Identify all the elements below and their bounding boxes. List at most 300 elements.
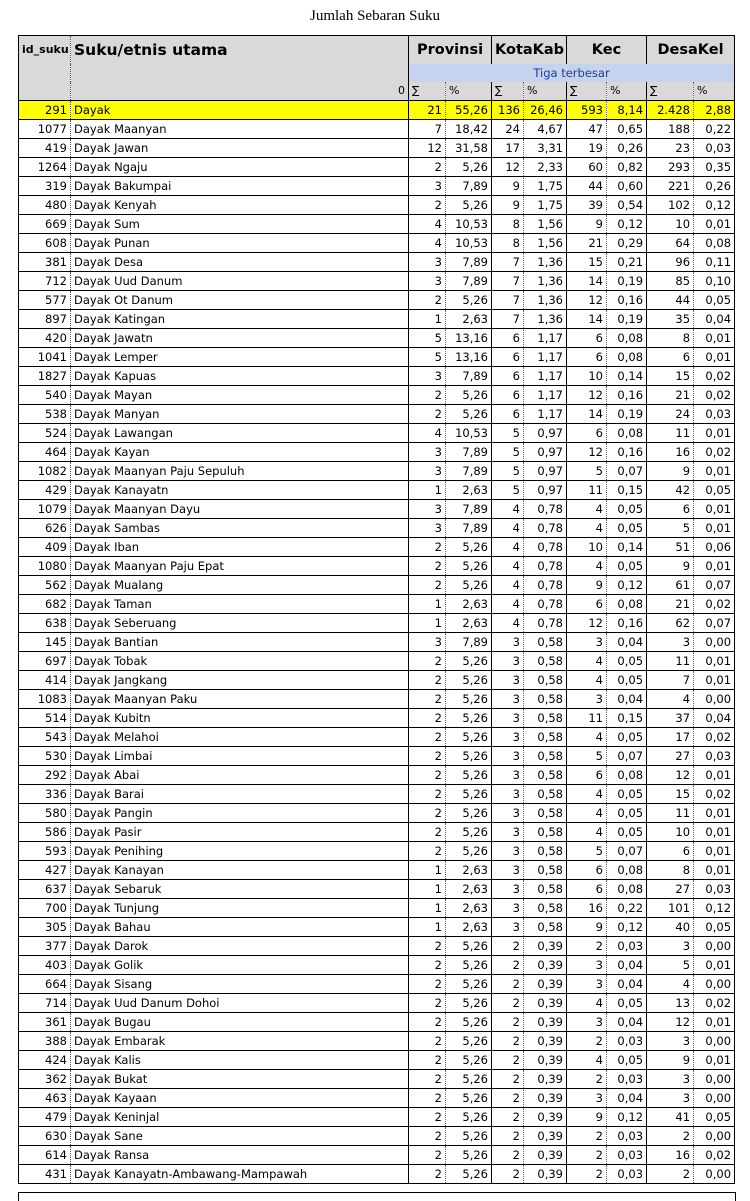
- cell-provinsi-pct: 18,42: [446, 120, 492, 139]
- cell-kec-count: 4: [567, 823, 607, 842]
- cell-provinsi-count: 2: [409, 747, 446, 766]
- cell-kec-count: 14: [567, 272, 607, 291]
- cell-kec-pct: 0,15: [607, 481, 647, 500]
- cell-desakel-count: 35: [647, 310, 694, 329]
- cell-kec-count: 4: [567, 1051, 607, 1070]
- cell-kec-pct: 0,14: [607, 367, 647, 386]
- cell-kec-pct: 0,05: [607, 823, 647, 842]
- cell-provinsi-pct: 5,26: [446, 1032, 492, 1051]
- cell-provinsi-count: 3: [409, 519, 446, 538]
- cell-kec-pct: 0,03: [607, 1032, 647, 1051]
- cell-id-suku: 540: [19, 386, 71, 405]
- cell-desakel-count: 15: [647, 367, 694, 386]
- cell-suku-name: Dayak Bugau: [71, 1013, 409, 1032]
- cell-kotakab-count: 2: [492, 1108, 524, 1127]
- cell-suku-name: Dayak: [71, 101, 409, 120]
- cell-kec-count: 10: [567, 538, 607, 557]
- cell-desakel-pct: 0,05: [694, 918, 735, 937]
- cell-provinsi-count: 1: [409, 899, 446, 918]
- cell-kotakab-pct: 1,17: [524, 405, 567, 424]
- cell-kec-count: 6: [567, 880, 607, 899]
- cell-kotakab-pct: 0,78: [524, 500, 567, 519]
- cell-kec-pct: 0,05: [607, 1051, 647, 1070]
- cell-kotakab-pct: 0,58: [524, 804, 567, 823]
- cell-id-suku: 630: [19, 1127, 71, 1146]
- cell-desakel-count: 9: [647, 557, 694, 576]
- table-row: [19, 956, 735, 975]
- cell-id-suku: 614: [19, 1146, 71, 1165]
- table-row: [19, 1089, 735, 1108]
- cell-desakel-count: 8: [647, 329, 694, 348]
- cell-kotakab-pct: 1,75: [524, 196, 567, 215]
- cell-provinsi-pct: 5,26: [446, 690, 492, 709]
- cell-suku-name: Dayak Sum: [71, 215, 409, 234]
- cell-provinsi-pct: 5,26: [446, 1013, 492, 1032]
- cell-suku-name: Dayak Bakumpai: [71, 177, 409, 196]
- cell-kec-pct: 0,82: [607, 158, 647, 177]
- cell-provinsi-pct: 5,26: [446, 576, 492, 595]
- cell-kec-count: 4: [567, 557, 607, 576]
- cell-id-suku: 664: [19, 975, 71, 994]
- cell-id-suku: 292: [19, 766, 71, 785]
- cell-provinsi-count: 3: [409, 367, 446, 386]
- cell-provinsi-count: 2: [409, 1051, 446, 1070]
- table-row: [19, 1032, 735, 1051]
- cell-provinsi-count: 2: [409, 937, 446, 956]
- table-row: [19, 462, 735, 481]
- cell-desakel-pct: 0,01: [694, 671, 735, 690]
- cell-kotakab-pct: 0,58: [524, 728, 567, 747]
- cell-kotakab-pct: 0,58: [524, 747, 567, 766]
- cell-provinsi-pct: 5,26: [446, 709, 492, 728]
- cell-kotakab-count: 2: [492, 1165, 524, 1184]
- table-row: [19, 975, 735, 994]
- cell-desakel-count: 13: [647, 994, 694, 1013]
- cell-provinsi-pct: 5,26: [446, 1070, 492, 1089]
- cell-desakel-count: 12: [647, 1013, 694, 1032]
- cell-kec-count: 9: [567, 576, 607, 595]
- cell-desakel-count: 4: [647, 690, 694, 709]
- cell-kotakab-count: 5: [492, 481, 524, 500]
- cell-id-suku: 682: [19, 595, 71, 614]
- cell-kotakab-pct: 0,58: [524, 880, 567, 899]
- cell-provinsi-pct: 2,63: [446, 899, 492, 918]
- table-row: [19, 177, 735, 196]
- cell-desakel-pct: 0,35: [694, 158, 735, 177]
- cell-kotakab-pct: 0,39: [524, 956, 567, 975]
- cell-desakel-count: 6: [647, 348, 694, 367]
- cell-id-suku: 319: [19, 177, 71, 196]
- cell-provinsi-pct: 7,89: [446, 367, 492, 386]
- cell-desakel-count: 7: [647, 671, 694, 690]
- cell-suku-name: Dayak Maanyan: [71, 120, 409, 139]
- table-body: [19, 101, 735, 1184]
- cell-desakel-pct: 0,01: [694, 329, 735, 348]
- cell-desakel-pct: 0,01: [694, 424, 735, 443]
- cell-kotakab-pct: 0,58: [524, 899, 567, 918]
- cell-kec-pct: 0,05: [607, 728, 647, 747]
- cell-id-suku: 419: [19, 139, 71, 158]
- table-row: [19, 747, 735, 766]
- cell-kotakab-count: 6: [492, 405, 524, 424]
- table-row: [19, 101, 735, 120]
- cell-desakel-count: 11: [647, 424, 694, 443]
- table-row: [19, 652, 735, 671]
- table-row: [19, 120, 735, 139]
- table-row: [19, 557, 735, 576]
- cell-desakel-count: 27: [647, 747, 694, 766]
- cell-kotakab-pct: 0,39: [524, 937, 567, 956]
- cell-id-suku: 431: [19, 1165, 71, 1184]
- cell-desakel-count: 16: [647, 1146, 694, 1165]
- cell-kec-count: 3: [567, 1013, 607, 1032]
- cell-kotakab-count: 2: [492, 937, 524, 956]
- cell-kotakab-count: 3: [492, 918, 524, 937]
- cell-desakel-count: 10: [647, 215, 694, 234]
- cell-kotakab-count: 2: [492, 994, 524, 1013]
- cell-suku-name: Dayak Seberuang: [71, 614, 409, 633]
- cell-desakel-pct: 0,12: [694, 196, 735, 215]
- cell-kec-count: 14: [567, 310, 607, 329]
- cell-kec-count: 2: [567, 937, 607, 956]
- cell-kec-pct: 0,08: [607, 595, 647, 614]
- cell-kec-pct: 0,07: [607, 462, 647, 481]
- table-row: [19, 671, 735, 690]
- cell-provinsi-count: 2: [409, 709, 446, 728]
- cell-kotakab-pct: 1,17: [524, 367, 567, 386]
- cell-id-suku: 1827: [19, 367, 71, 386]
- table-row: [19, 158, 735, 177]
- cell-kotakab-count: 8: [492, 215, 524, 234]
- cell-provinsi-count: 2: [409, 1146, 446, 1165]
- cell-kec-count: 11: [567, 709, 607, 728]
- cell-kec-pct: 0,19: [607, 405, 647, 424]
- cell-id-suku: 479: [19, 1108, 71, 1127]
- cell-suku-name: Dayak Embarak: [71, 1032, 409, 1051]
- cell-desakel-pct: 0,06: [694, 538, 735, 557]
- cell-suku-name: Dayak Sambas: [71, 519, 409, 538]
- cell-kec-pct: 0,05: [607, 652, 647, 671]
- cell-id-suku: 626: [19, 519, 71, 538]
- symbol-pct: %: [607, 82, 647, 101]
- page-title: Jumlah Sebaran Suku: [310, 8, 440, 24]
- cell-kec-pct: 0,16: [607, 386, 647, 405]
- cell-kotakab-count: 3: [492, 652, 524, 671]
- cell-kec-pct: 0,08: [607, 348, 647, 367]
- cell-desakel-count: 4: [647, 975, 694, 994]
- cell-provinsi-count: 2: [409, 842, 446, 861]
- cell-desakel-count: 10: [647, 823, 694, 842]
- cell-provinsi-pct: 5,26: [446, 1146, 492, 1165]
- cell-desakel-pct: 0,03: [694, 880, 735, 899]
- cell-desakel-pct: 0,01: [694, 823, 735, 842]
- cell-suku-name: Dayak Iban: [71, 538, 409, 557]
- cell-kotakab-count: 5: [492, 424, 524, 443]
- cell-provinsi-count: 2: [409, 1013, 446, 1032]
- cell-kotakab-count: 3: [492, 766, 524, 785]
- cell-suku-name: Dayak Sebaruk: [71, 880, 409, 899]
- cell-provinsi-count: 1: [409, 595, 446, 614]
- cell-desakel-count: 3: [647, 1032, 694, 1051]
- cell-desakel-pct: 0,00: [694, 1032, 735, 1051]
- cell-kec-pct: 0,03: [607, 1165, 647, 1184]
- cell-desakel-pct: 0,00: [694, 690, 735, 709]
- cell-suku-name: Dayak Golik: [71, 956, 409, 975]
- cell-provinsi-count: 3: [409, 272, 446, 291]
- cell-provinsi-pct: 2,63: [446, 310, 492, 329]
- cell-provinsi-pct: 2,63: [446, 614, 492, 633]
- cell-provinsi-count: 2: [409, 386, 446, 405]
- cell-kec-pct: 0,14: [607, 538, 647, 557]
- cell-id-suku: 336: [19, 785, 71, 804]
- cell-desakel-pct: 0,02: [694, 367, 735, 386]
- cell-suku-name: Dayak Kayan: [71, 443, 409, 462]
- column-header-kec: Kec: [567, 36, 647, 65]
- cell-desakel-pct: 0,01: [694, 462, 735, 481]
- cell-desakel-pct: 0,01: [694, 861, 735, 880]
- cell-kotakab-pct: 0,58: [524, 709, 567, 728]
- cell-desakel-count: 37: [647, 709, 694, 728]
- cell-desakel-count: 6: [647, 842, 694, 861]
- cell-kec-pct: 0,08: [607, 329, 647, 348]
- cell-kotakab-pct: 0,39: [524, 1089, 567, 1108]
- cell-kec-count: 2: [567, 1032, 607, 1051]
- cell-suku-name: Dayak Sane: [71, 1127, 409, 1146]
- cell-kotakab-pct: 0,78: [524, 519, 567, 538]
- cell-desakel-pct: 0,03: [694, 139, 735, 158]
- cell-suku-name: Dayak Uud Danum: [71, 272, 409, 291]
- cell-provinsi-pct: 7,89: [446, 253, 492, 272]
- cell-provinsi-pct: 10,53: [446, 234, 492, 253]
- cell-kec-pct: 0,03: [607, 1127, 647, 1146]
- cell-provinsi-pct: 5,26: [446, 766, 492, 785]
- cell-suku-name: Dayak Limbai: [71, 747, 409, 766]
- cell-desakel-count: 3: [647, 1070, 694, 1089]
- cell-kotakab-count: 3: [492, 671, 524, 690]
- cell-provinsi-pct: 55,26: [446, 101, 492, 120]
- symbol-count: ∑: [409, 82, 446, 101]
- cell-kec-pct: 0,04: [607, 1013, 647, 1032]
- cell-desakel-count: 2: [647, 1127, 694, 1146]
- table-row: [19, 1108, 735, 1127]
- cell-kotakab-pct: 0,39: [524, 1108, 567, 1127]
- cell-suku-name: Dayak Maanyan Dayu: [71, 500, 409, 519]
- cell-kotakab-pct: 0,78: [524, 538, 567, 557]
- table-row: [19, 481, 735, 500]
- cell-provinsi-pct: 5,26: [446, 652, 492, 671]
- cell-kotakab-count: 2: [492, 956, 524, 975]
- cell-desakel-count: 101: [647, 899, 694, 918]
- cell-kotakab-pct: 0,97: [524, 481, 567, 500]
- cell-provinsi-pct: 7,89: [446, 462, 492, 481]
- cell-provinsi-count: 2: [409, 671, 446, 690]
- table-row: [19, 937, 735, 956]
- cell-provinsi-pct: 7,89: [446, 177, 492, 196]
- cell-kec-pct: 0,21: [607, 253, 647, 272]
- cell-kec-pct: 0,12: [607, 215, 647, 234]
- cell-suku-name: Dayak Kapuas: [71, 367, 409, 386]
- cell-desakel-count: 96: [647, 253, 694, 272]
- table-row: [19, 329, 735, 348]
- cell-desakel-count: 27: [647, 880, 694, 899]
- cell-kec-count: 15: [567, 253, 607, 272]
- cell-kotakab-pct: 0,58: [524, 766, 567, 785]
- table-row: [19, 291, 735, 310]
- cell-id-suku: 669: [19, 215, 71, 234]
- cell-provinsi-pct: 2,63: [446, 595, 492, 614]
- cell-id-suku: 1083: [19, 690, 71, 709]
- cell-desakel-count: 2.428: [647, 101, 694, 120]
- cell-kotakab-pct: 1,56: [524, 215, 567, 234]
- cell-kec-count: 4: [567, 519, 607, 538]
- cell-provinsi-count: 2: [409, 766, 446, 785]
- cell-kec-pct: 0,03: [607, 937, 647, 956]
- cell-kotakab-count: 4: [492, 557, 524, 576]
- cell-id-suku: 580: [19, 804, 71, 823]
- cell-kotakab-count: 2: [492, 1051, 524, 1070]
- cell-kotakab-count: 3: [492, 728, 524, 747]
- cell-kec-pct: 0,04: [607, 1089, 647, 1108]
- symbol-row: [19, 82, 735, 101]
- cell-kotakab-count: 2: [492, 1032, 524, 1051]
- cell-kec-count: 12: [567, 291, 607, 310]
- cell-id-suku: 429: [19, 481, 71, 500]
- cell-kotakab-pct: 0,58: [524, 690, 567, 709]
- cell-suku-name: Dayak Kubitn: [71, 709, 409, 728]
- cell-kec-count: 21: [567, 234, 607, 253]
- cell-kotakab-count: 4: [492, 595, 524, 614]
- cell-kec-pct: 0,19: [607, 310, 647, 329]
- cell-desakel-pct: 0,02: [694, 785, 735, 804]
- cell-suku-name: Dayak Pangin: [71, 804, 409, 823]
- table-row: [19, 766, 735, 785]
- cell-kotakab-count: 3: [492, 804, 524, 823]
- cell-kotakab-count: 4: [492, 614, 524, 633]
- cell-desakel-pct: 0,01: [694, 652, 735, 671]
- cell-provinsi-count: 2: [409, 956, 446, 975]
- cell-kec-pct: 0,12: [607, 1108, 647, 1127]
- cell-desakel-count: 17: [647, 728, 694, 747]
- cell-kec-count: 2: [567, 1070, 607, 1089]
- cell-provinsi-count: 2: [409, 690, 446, 709]
- cell-provinsi-count: 2: [409, 1165, 446, 1184]
- cell-desakel-pct: 0,00: [694, 633, 735, 652]
- cell-desakel-pct: 0,02: [694, 595, 735, 614]
- cell-desakel-count: 221: [647, 177, 694, 196]
- cell-kec-count: 6: [567, 861, 607, 880]
- table-row: [19, 785, 735, 804]
- cell-id-suku: 697: [19, 652, 71, 671]
- cell-kotakab-pct: 0,58: [524, 861, 567, 880]
- cell-suku-name: Dayak Tunjung: [71, 899, 409, 918]
- cell-desakel-pct: 0,07: [694, 614, 735, 633]
- cell-id-suku: 562: [19, 576, 71, 595]
- cell-suku-name: Dayak Bukat: [71, 1070, 409, 1089]
- cell-desakel-count: 11: [647, 652, 694, 671]
- cell-id-suku: 1080: [19, 557, 71, 576]
- cell-desakel-count: 85: [647, 272, 694, 291]
- cell-kotakab-count: 17: [492, 139, 524, 158]
- cell-kotakab-pct: 1,36: [524, 310, 567, 329]
- table-row: [19, 519, 735, 538]
- cell-provinsi-pct: 5,26: [446, 291, 492, 310]
- cell-kotakab-pct: 1,17: [524, 329, 567, 348]
- cell-kotakab-count: 9: [492, 196, 524, 215]
- cell-kotakab-pct: 0,58: [524, 652, 567, 671]
- cell-provinsi-pct: 5,26: [446, 842, 492, 861]
- cell-provinsi-pct: 5,26: [446, 956, 492, 975]
- cell-kotakab-count: 3: [492, 899, 524, 918]
- cell-provinsi-count: 2: [409, 804, 446, 823]
- cell-suku-name: Dayak Pasir: [71, 823, 409, 842]
- cell-suku-name: Dayak Tobak: [71, 652, 409, 671]
- cell-provinsi-count: 2: [409, 1108, 446, 1127]
- cell-provinsi-pct: 5,26: [446, 994, 492, 1013]
- cell-kec-count: 6: [567, 424, 607, 443]
- cell-provinsi-count: 4: [409, 424, 446, 443]
- cell-kec-count: 2: [567, 1127, 607, 1146]
- cell-kotakab-count: 3: [492, 823, 524, 842]
- cell-suku-name: Dayak Katingan: [71, 310, 409, 329]
- cell-provinsi-pct: 7,89: [446, 443, 492, 462]
- cell-provinsi-pct: 5,26: [446, 1108, 492, 1127]
- cell-kec-count: 11: [567, 481, 607, 500]
- cell-desakel-count: 11: [647, 804, 694, 823]
- cell-kotakab-count: 3: [492, 842, 524, 861]
- cell-kec-pct: 8,14: [607, 101, 647, 120]
- cell-id-suku: 1264: [19, 158, 71, 177]
- cell-suku-name: Dayak Sisang: [71, 975, 409, 994]
- cell-suku-name: Dayak Uud Danum Dohoi: [71, 994, 409, 1013]
- cell-provinsi-count: 1: [409, 481, 446, 500]
- table-row: [19, 348, 735, 367]
- cell-id-suku: 538: [19, 405, 71, 424]
- cell-desakel-pct: 0,00: [694, 1089, 735, 1108]
- cell-kotakab-count: 9: [492, 177, 524, 196]
- cell-desakel-count: 3: [647, 633, 694, 652]
- cell-desakel-pct: 0,00: [694, 1070, 735, 1089]
- cell-desakel-count: 5: [647, 519, 694, 538]
- cell-kec-pct: 0,07: [607, 842, 647, 861]
- cell-kec-pct: 0,22: [607, 899, 647, 918]
- cell-desakel-count: 6: [647, 500, 694, 519]
- table-row: [19, 1070, 735, 1089]
- cell-kotakab-count: 4: [492, 519, 524, 538]
- cell-kotakab-count: 4: [492, 538, 524, 557]
- cell-desakel-pct: 0,22: [694, 120, 735, 139]
- cell-suku-name: Dayak Barai: [71, 785, 409, 804]
- cell-suku-name: Dayak Kayaan: [71, 1089, 409, 1108]
- column-header-provinsi: Provinsi: [409, 36, 492, 65]
- cell-desakel-count: 23: [647, 139, 694, 158]
- cell-kotakab-pct: 1,17: [524, 348, 567, 367]
- cell-kotakab-pct: 3,31: [524, 139, 567, 158]
- cell-id-suku: 362: [19, 1070, 71, 1089]
- cell-provinsi-pct: 5,26: [446, 386, 492, 405]
- cell-id-suku: 1077: [19, 120, 71, 139]
- cell-suku-name: Dayak Kalis: [71, 1051, 409, 1070]
- cell-desakel-pct: 0,00: [694, 1127, 735, 1146]
- cell-provinsi-count: 2: [409, 975, 446, 994]
- cell-kotakab-pct: 0,78: [524, 614, 567, 633]
- cell-kec-pct: 0,04: [607, 633, 647, 652]
- cell-provinsi-count: 21: [409, 101, 446, 120]
- cell-id-suku: 897: [19, 310, 71, 329]
- cell-id-suku: 700: [19, 899, 71, 918]
- cell-kotakab-count: 3: [492, 861, 524, 880]
- cell-suku-name: Dayak Ransa: [71, 1146, 409, 1165]
- cell-id-suku: 463: [19, 1089, 71, 1108]
